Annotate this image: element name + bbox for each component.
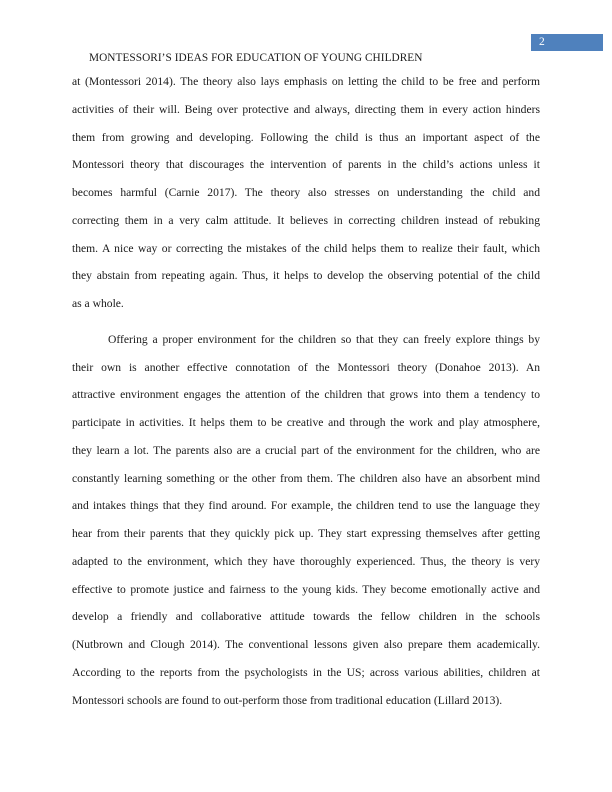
text-line: them from growing and developing. Following the child is thus an important aspect of the	[72, 130, 540, 144]
text-line: their own is another effective connotation of the Montessori theory (Donahoe 2013). An	[72, 360, 540, 374]
text-line: develop a friendly and collaborative attitude towards the fellow children in the schools	[72, 610, 540, 624]
text-line: they abstain from repeating again. Thus, it helps to develop the observing potential of the child	[72, 269, 540, 283]
document-body	[72, 68, 540, 714]
text-line: they learn a lot. The parents also are a crucial part of the environment for the children, who are	[72, 443, 540, 457]
paragraph-1	[72, 68, 540, 318]
text-line: attractive environment engages the attention of the children that grows into them a tendency to	[72, 388, 540, 402]
text-line: According to the reports from the psychologists in the US; across various abilities, children at	[72, 665, 540, 679]
text-line: correcting them in a very calm attitude. It believes in correcting children instead of rebuking	[72, 213, 540, 227]
text-line: adapted to the environment, which they have thoroughly experienced. Thus, the theory is very	[72, 554, 540, 568]
text-line: participate in activities. It helps them to be creative and through the work and play atmosphere,	[72, 416, 540, 429]
text-line: Montessori theory that discourages the intervention of parents in the child’s actions unless it	[72, 158, 540, 172]
text-line: (Nutbrown and Clough 2014). The conventional lessons given also prepare them academically.	[72, 638, 540, 651]
text-line: Offering a proper environment for the children so that they can freely explore things by	[108, 332, 540, 346]
text-line: Montessori schools are found to out-perform those from traditional education (Lillard 2013).	[72, 693, 503, 707]
running-head: MONTESSORI’S IDEAS FOR EDUCATION OF YOUNG CHILDREN	[89, 52, 423, 64]
text-line: hear from their parents that they quickly pick up. They start expressing themselves after getting	[72, 527, 540, 540]
page-number: 2	[539, 36, 545, 48]
text-line: constantly learning something or the other from them. The children also have an absorbent mind	[72, 471, 540, 485]
text-line: becomes harmful (Carnie 2017). The theory also stresses on understanding the child and	[72, 186, 540, 199]
text-line: effective to promote justice and fairness to the young kids. They become emotionally active and	[72, 582, 540, 596]
text-line: as a whole.	[72, 297, 124, 310]
paragraph-2	[72, 326, 540, 715]
text-line: them. A nice way or correcting the mistakes of the child helps them to realize their fault, which	[72, 241, 540, 255]
page-number-bar	[531, 34, 603, 51]
text-line: at (Montessori 2014). The theory also lays emphasis on letting the child to be free and perform	[72, 75, 540, 88]
text-line: and intakes things that they find around. For example, the children tend to use the language they	[72, 499, 540, 513]
text-line: activities of their will. Being over protective and always, directing them in every action hinders	[72, 102, 540, 116]
